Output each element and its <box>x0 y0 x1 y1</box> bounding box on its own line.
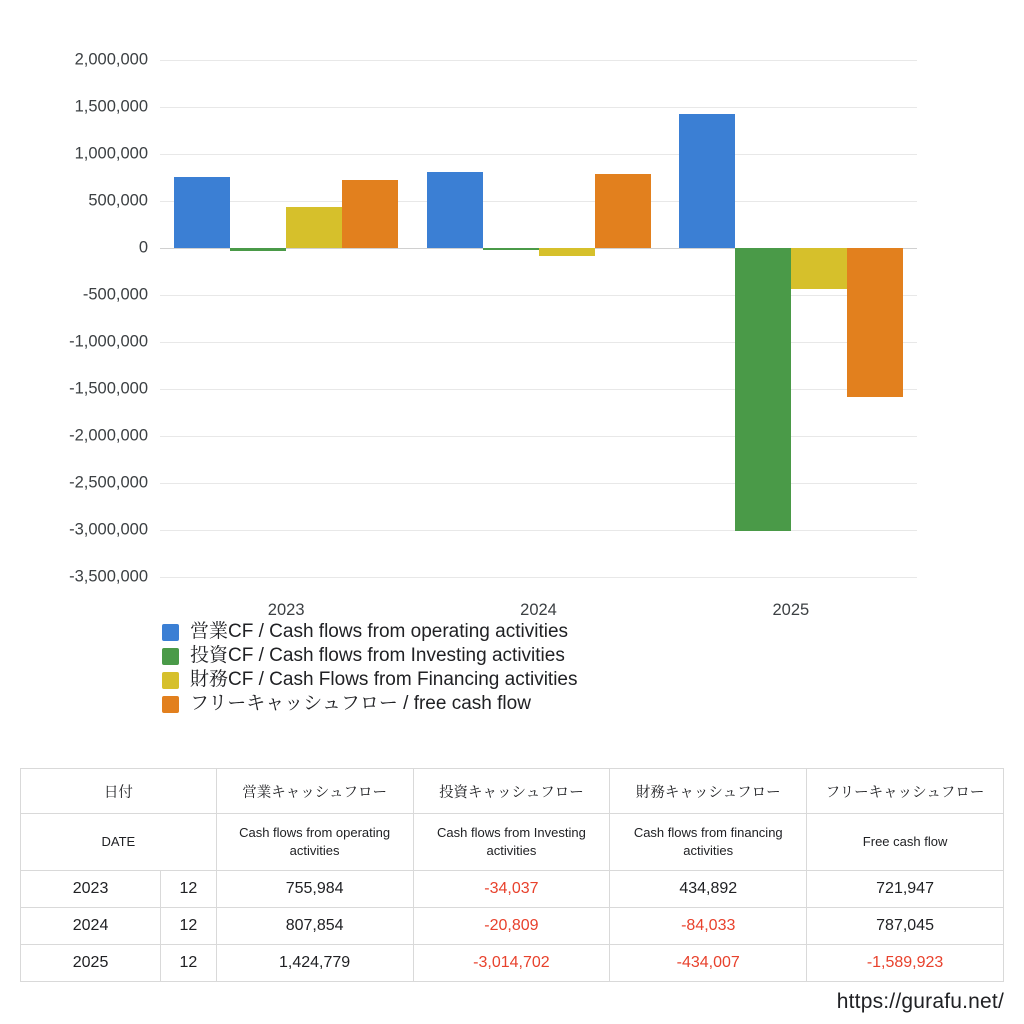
legend-color-swatch-icon <box>162 624 179 641</box>
grid-line <box>160 577 917 578</box>
grid-line <box>160 201 917 202</box>
cell-investing-cash-flow: -3,014,702 <box>413 945 610 982</box>
chart-bar <box>735 248 791 531</box>
cell-investing-cash-flow: -34,037 <box>413 871 610 908</box>
header-date-jp: 日付 <box>21 769 217 814</box>
header-financing-en: Cash flows from financing activities <box>610 814 807 871</box>
legend-color-swatch-icon <box>162 648 179 665</box>
y-axis-tick-label: 2,000,000 <box>74 50 148 69</box>
legend-item-label: 営業CF / Cash flows from operating activities <box>190 621 569 642</box>
legend-item-label: フリーキャッシュフロー / free cash flow <box>190 693 531 714</box>
legend-item[interactable] <box>162 644 862 668</box>
table-header-row-en <box>21 814 1004 871</box>
cell-operating-cash-flow: 807,854 <box>216 908 413 945</box>
table-row <box>21 945 1004 982</box>
legend-item-label: 投資CF / Cash flows from Investing activities <box>190 645 565 666</box>
chart-bar <box>483 248 539 250</box>
chart-bar <box>539 248 595 256</box>
y-axis-tick-label: 1,000,000 <box>74 144 148 163</box>
chart-bar <box>286 207 342 248</box>
header-operating-jp: 営業キャッシュフロー <box>216 769 413 814</box>
cell-free-cash-flow: -1,589,923 <box>807 945 1004 982</box>
cell-year: 2024 <box>21 908 161 945</box>
cell-year: 2025 <box>21 945 161 982</box>
header-freecashflow-en: Free cash flow <box>807 814 1004 871</box>
y-axis-tick-label: 500,000 <box>88 191 148 210</box>
y-axis-tick-label: -3,000,000 <box>69 520 148 539</box>
chart-plot-area <box>69 50 917 619</box>
chart-bar <box>174 177 230 248</box>
grid-line <box>160 295 917 296</box>
x-axis-tick-label: 2025 <box>772 601 810 619</box>
table-row <box>21 871 1004 908</box>
grid-line <box>160 60 917 61</box>
cell-free-cash-flow: 721,947 <box>807 871 1004 908</box>
table-row <box>21 908 1004 945</box>
header-investing-en: Cash flows from Investing activities <box>413 814 610 871</box>
chart-bar <box>230 248 286 251</box>
cell-financing-cash-flow: -84,033 <box>610 908 807 945</box>
chart-legend <box>162 620 862 716</box>
cell-month: 12 <box>161 908 217 945</box>
cell-free-cash-flow: 787,045 <box>807 908 1004 945</box>
legend-item-label: 財務CF / Cash Flows from Financing activities <box>190 669 578 690</box>
cash-flow-data-table <box>20 768 1004 982</box>
cell-financing-cash-flow: -434,007 <box>610 945 807 982</box>
y-axis-tick-label: -1,500,000 <box>69 379 148 398</box>
y-axis-tick-label: 1,500,000 <box>74 97 148 116</box>
chart-bar <box>595 174 651 248</box>
legend-item[interactable] <box>162 668 862 692</box>
chart-bar <box>342 180 398 248</box>
legend-item[interactable] <box>162 692 862 716</box>
legend-color-swatch-icon <box>162 672 179 689</box>
cell-operating-cash-flow: 755,984 <box>216 871 413 908</box>
grid-line <box>160 530 917 531</box>
cell-financing-cash-flow: 434,892 <box>610 871 807 908</box>
table-header-row-jp <box>21 769 1004 814</box>
grid-line <box>160 389 917 390</box>
header-financing-jp: 財務キャッシュフロー <box>610 769 807 814</box>
grid-line <box>160 107 917 108</box>
legend-item[interactable] <box>162 620 862 644</box>
y-axis-tick-label: -2,500,000 <box>69 473 148 492</box>
header-freecashflow-jp: フリーキャッシュフロー <box>807 769 1004 814</box>
chart-bar <box>679 114 735 248</box>
header-operating-en: Cash flows from operating activities <box>216 814 413 871</box>
y-axis-tick-label: 0 <box>138 238 148 257</box>
grid-line <box>160 342 917 343</box>
y-axis-tick-label: -2,000,000 <box>69 426 148 445</box>
grid-line <box>160 436 917 437</box>
header-date-en: DATE <box>21 814 217 871</box>
chart-bar <box>791 248 847 289</box>
header-investing-jp: 投資キャッシュフロー <box>413 769 610 814</box>
cell-investing-cash-flow: -20,809 <box>413 908 610 945</box>
x-axis-tick-label: 2024 <box>520 601 557 619</box>
cell-operating-cash-flow: 1,424,779 <box>216 945 413 982</box>
grid-line <box>160 154 917 155</box>
x-axis-tick-label: 2023 <box>267 601 305 619</box>
cell-year: 2023 <box>21 871 161 908</box>
y-axis-tick-label: -500,000 <box>82 285 148 304</box>
chart-bar <box>847 248 903 397</box>
site-url: https://gurafu.net/ <box>836 990 1004 1013</box>
cell-month: 12 <box>161 871 217 908</box>
cell-month: 12 <box>161 945 217 982</box>
y-axis-tick-label: -1,000,000 <box>69 332 148 351</box>
legend-color-swatch-icon <box>162 696 179 713</box>
chart-bar <box>427 172 483 248</box>
grid-line <box>160 483 917 484</box>
y-axis-tick-label: -3,500,000 <box>69 567 148 586</box>
